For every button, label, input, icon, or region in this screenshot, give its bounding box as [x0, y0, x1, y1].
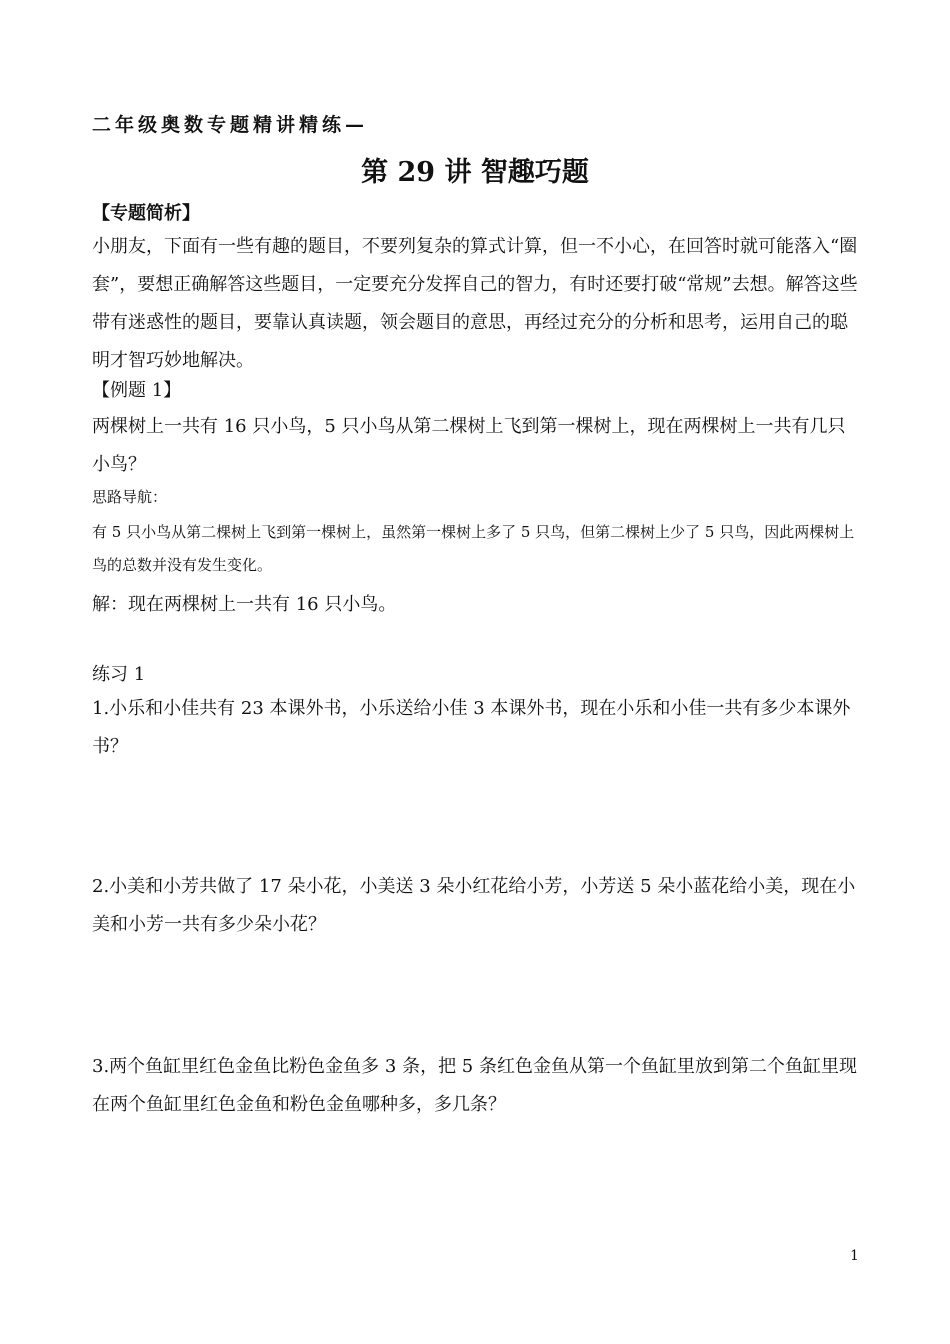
example-question: 两棵树上一共有 16 只小鸟，5 只小鸟从第二棵树上飞到第一棵树上，现在两棵树上一共有几只小鸟？: [92, 416, 846, 475]
page-title: 第 29 讲 智趣巧题: [361, 157, 589, 188]
practice-question-1: 1.小乐和小佳共有 23 本课外书，小乐送给小佳 3 本课外书，现在小乐和小佳一共有多少本课外书？: [92, 698, 851, 757]
example-answer: 解：现在两棵树上一共有 16 只小鸟。: [92, 594, 397, 615]
intro-heading: 【专题简析】: [92, 203, 200, 224]
practice-heading: 练习 1: [92, 664, 146, 685]
page-number: 1: [850, 1248, 859, 1264]
example-heading: 【例题 1】: [92, 380, 182, 401]
practice-question-2: 2.小美和小芳共做了 17 朵小花，小美送 3 朵小红花给小芳，小芳送 5 朵小蓝花给小美，现在小美和小芳一共有多少朵小花？: [92, 876, 856, 935]
hint-text: 有 5 只小鸟从第二棵树上飞到第一棵树上，虽然第一棵树上多了 5 只鸟，但第二棵树上少了 5 只鸟，因此两棵树上鸟的总数并没有发生变化。: [92, 523, 855, 574]
hint-heading: 思路导航：: [92, 488, 168, 506]
practice-question-3: 3.两个鱼缸里红色金鱼比粉色金鱼多 3 条，把 5 条红色金鱼从第一个鱼缸里放到第二个鱼缸里现在两个鱼缸里红色金鱼和粉色金鱼哪种多，多几条？: [92, 1056, 857, 1115]
series-title: 二年级奥数专题精讲精练—: [92, 114, 369, 136]
intro-text: 小朋友，下面有一些有趣的题目，不要列复杂的算式计算，但一不小心，在回答时就可能落入“圈套”，要想正确解答这些题目，一定要充分发挥自己的智力，有时还要打破“常规”去想。解答这些带有迷惑性的题目，要靠认真读题，领会题目的意思，再经过充分的分析和思考，运用自己的聪明才智巧妙地解决。: [92, 236, 858, 371]
